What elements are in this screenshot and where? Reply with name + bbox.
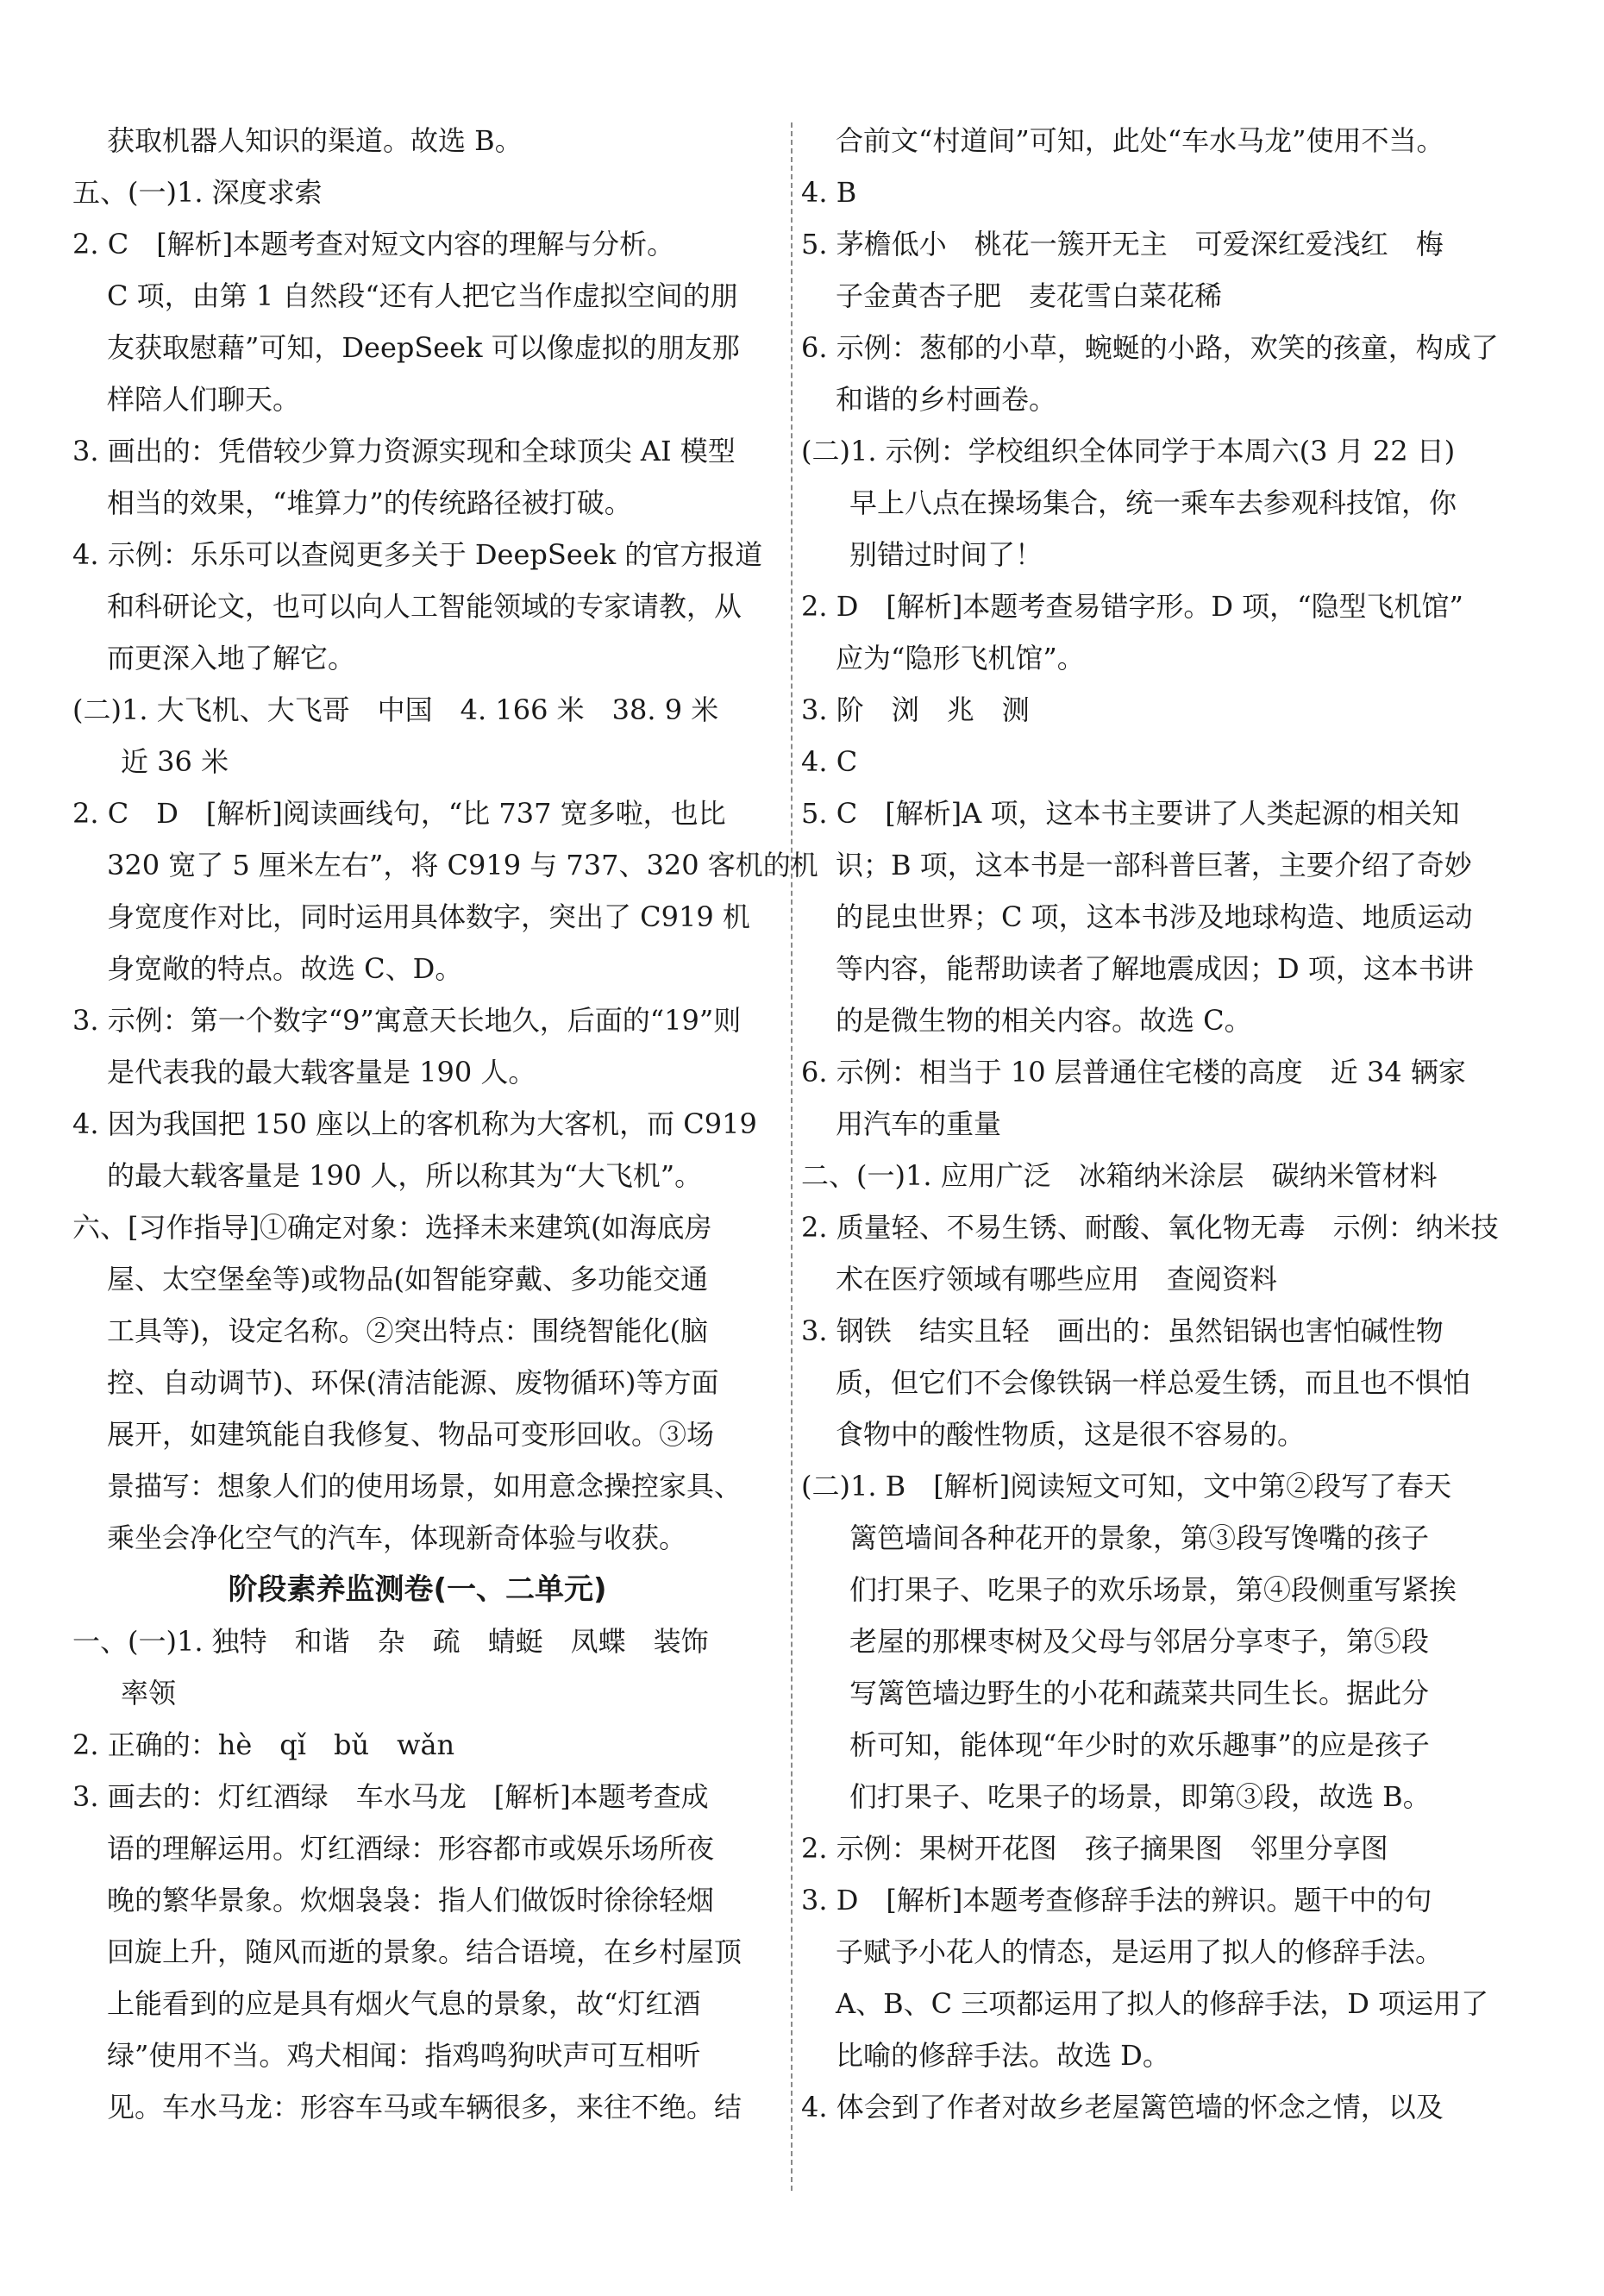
text-line: 六、[习作指导]①确定对象：选择未来建筑(如海底房 bbox=[72, 1211, 712, 1244]
text-line: 率领 bbox=[121, 1677, 177, 1709]
text-line: 绿”使用不当。鸡犬相闻：指鸡鸣狗吠声可互相听 bbox=[107, 2039, 701, 2072]
text-line: 等内容，能帮助读者了解地震成因；D 项，这本书讲 bbox=[836, 952, 1474, 985]
text-line: 晚的繁华景象。炊烟袅袅：指人们做饭时徐徐轻烟 bbox=[107, 1884, 715, 1916]
section-title: 阶段素养监测卷(一、二单元) bbox=[228, 1572, 607, 1607]
text-line: 3. 画去的：灯红酒绿 车水马龙 [解析]本题考查成 bbox=[72, 1780, 709, 1813]
text-line: 身宽度作对比，同时运用具体数字，突出了 C919 机 bbox=[107, 900, 750, 933]
text-line: 的最大载客量是 190 人，所以称其为“大飞机”。 bbox=[107, 1159, 703, 1192]
text-line: 身宽敞的特点。故选 C、D。 bbox=[107, 952, 463, 985]
right-column bbox=[801, 115, 1515, 2133]
text-line: 的是微生物的相关内容。故选 C。 bbox=[836, 1004, 1252, 1037]
text-line: 3. D [解析]本题考查修辞手法的辨识。题干中的句 bbox=[801, 1884, 1432, 1916]
left-column bbox=[72, 115, 818, 2133]
text-line: 早上八点在操场集合，统一乘车去参观科技馆，你 bbox=[849, 486, 1457, 519]
text-line: 控、自动调节)、环保(清洁能源、废物循环)等方面 bbox=[107, 1366, 719, 1399]
text-line: 语的理解运用。灯红酒绿：形容都市或娱乐场所夜 bbox=[107, 1832, 715, 1865]
text-line: 屋、太空堡垒等)或物品(如智能穿戴、多功能交通 bbox=[107, 1263, 708, 1295]
text-line: 获取机器人知识的渠道。故选 B。 bbox=[107, 124, 523, 157]
text-line: 3. 画出的：凭借较少算力资源实现和全球顶尖 AI 模型 bbox=[72, 435, 736, 467]
text-line: 友获取慰藉”可知，DeepSeek 可以像虚拟的朋友那 bbox=[107, 331, 740, 364]
text-line: (二)1. B [解析]阅读短文可知，文中第②段写了春天 bbox=[801, 1470, 1452, 1502]
text-line: 展开，如建筑能自我修复、物品可变形回收。③场 bbox=[107, 1418, 715, 1451]
text-line: 近 36 米 bbox=[121, 745, 229, 778]
text-line: 子赋予小花人的情态，是运用了拟人的修辞手法。 bbox=[836, 1935, 1444, 1968]
column-divider bbox=[791, 122, 793, 2191]
text-line: 是代表我的最大载客量是 190 人。 bbox=[107, 1056, 536, 1088]
text-line: C 项，由第 1 自然段“还有人把它当作虚拟空间的朋 bbox=[107, 279, 738, 312]
text-line: 5. C [解析]A 项，这本书主要讲了人类起源的相关知 bbox=[801, 797, 1460, 830]
text-line: (二)1. 大飞机、大飞哥 中国 4. 166 米 38. 9 米 bbox=[72, 693, 719, 726]
text-line: 的昆虫世界；C 项，这本书涉及地球构造、地质运动 bbox=[836, 900, 1473, 933]
text-line: 术在医疗领域有哪些应用 查阅资料 bbox=[836, 1263, 1278, 1295]
text-line: 4. 因为我国把 150 座以上的客机称为大客机，而 C919 bbox=[72, 1107, 757, 1140]
text-line: 4. C bbox=[801, 745, 858, 778]
text-line: 析可知，能体现“年少时的欢乐趣事”的应是孩子 bbox=[849, 1728, 1430, 1761]
text-line: 老屋的那棵枣树及父母与邻居分享枣子，第⑤段 bbox=[849, 1625, 1430, 1658]
text-line: (二)1. 示例：学校组织全体同学于本周六(3 月 22 日) bbox=[801, 435, 1456, 467]
text-line: 2. D [解析]本题考查易错字形。D 项，“隐型飞机馆” bbox=[801, 590, 1463, 623]
text-line: 回旋上升，随风而逝的景象。结合语境，在乡村屋顶 bbox=[107, 1935, 742, 1968]
text-line: 食物中的酸性物质，这是很不容易的。 bbox=[836, 1418, 1306, 1451]
text-line: 应为“隐形飞机馆”。 bbox=[836, 642, 1085, 674]
text-line: 相当的效果，“堆算力”的传统路径被打破。 bbox=[107, 486, 632, 519]
text-line: 一、(一)1. 独特 和谐 杂 疏 蜻蜓 凤蝶 装饰 bbox=[72, 1625, 709, 1658]
text-line: 比喻的修辞手法。故选 D。 bbox=[836, 2039, 1170, 2072]
text-line: 3. 阶 浏 兆 测 bbox=[801, 693, 1030, 726]
text-line: 二、(一)1. 应用广泛 冰箱纳米涂层 碳纳米管材料 bbox=[801, 1159, 1438, 1192]
text-line: 6. 示例：葱郁的小草，蜿蜒的小路，欢笑的孩童，构成了 bbox=[801, 331, 1499, 364]
text-line: 样陪人们聊天。 bbox=[107, 383, 301, 416]
text-line: 上能看到的应是具有烟火气息的景象，故“灯红酒 bbox=[107, 1987, 701, 2020]
text-line: 子金黄杏子肥 麦花雪白菜花稀 bbox=[836, 279, 1223, 312]
text-line: 2. 质量轻、不易生锈、耐酸、氧化物无毒 示例：纳米技 bbox=[801, 1211, 1499, 1244]
text-line: 2. C [解析]本题考查对短文内容的理解与分析。 bbox=[72, 228, 675, 260]
text-line: 用汽车的重量 bbox=[836, 1107, 1002, 1140]
text-line: 写篱笆墙边野生的小花和蔬菜共同生长。据此分 bbox=[849, 1677, 1430, 1709]
text-line: 4. 示例：乐乐可以查阅更多关于 DeepSeek 的官方报道 bbox=[72, 538, 763, 571]
text-line: 篱笆墙间各种花开的景象，第③段写馋嘴的孩子 bbox=[849, 1521, 1430, 1554]
text-line: 景描写：想象人们的使用场景，如用意念操控家具、 bbox=[107, 1470, 742, 1502]
text-line: 和科研论文，也可以向人工智能领域的专家请教，从 bbox=[107, 590, 742, 623]
text-line: 们打果子、吃果子的欢乐场景，第④段侧重写紧挨 bbox=[849, 1573, 1457, 1606]
text-line: 2. 正确的：hè qǐ bǔ wǎn bbox=[72, 1728, 455, 1761]
text-line: 4. B bbox=[801, 176, 857, 209]
text-line: 3. 钢铁 结实且轻 画出的：虽然铝锅也害怕碱性物 bbox=[801, 1314, 1444, 1347]
text-line: 3. 示例：第一个数字“9”寓意天长地久，后面的“19”则 bbox=[72, 1004, 742, 1037]
text-line: 320 宽了 5 厘米左右”，将 C919 与 737、320 客机的机 bbox=[107, 849, 818, 881]
text-line: 工具等)，设定名称。②突出特点：围绕智能化(脑 bbox=[107, 1314, 708, 1347]
text-line: 和谐的乡村画卷。 bbox=[836, 383, 1057, 416]
text-line: 五、(一)1. 深度求索 bbox=[72, 176, 323, 209]
text-line: 别错过时间了！ bbox=[849, 538, 1043, 571]
text-line: 质，但它们不会像铁锅一样总爱生锈，而且也不惧怕 bbox=[836, 1366, 1471, 1399]
text-line: 合前文“村道间”可知，此处“车水马龙”使用不当。 bbox=[836, 124, 1444, 157]
text-line: 4. 体会到了作者对故乡老屋篱笆墙的怀念之情，以及 bbox=[801, 2091, 1444, 2123]
text-line: A、B、C 三项都运用了拟人的修辞手法，D 项运用了 bbox=[836, 1987, 1489, 2020]
text-line: 见。车水马龙：形容车马或车辆很多，来往不绝。结 bbox=[107, 2091, 742, 2123]
text-line: 5. 茅檐低小 桃花一簇开无主 可爱深红爱浅红 梅 bbox=[801, 228, 1444, 260]
text-line: 们打果子、吃果子的场景，即第③段，故选 B。 bbox=[849, 1780, 1431, 1813]
text-line: 而更深入地了解它。 bbox=[107, 642, 356, 674]
text-line: 识；B 项，这本书是一部科普巨著，主要介绍了奇妙 bbox=[836, 849, 1472, 881]
text-line: 2. 示例：果树开花图 孩子摘果图 邻里分享图 bbox=[801, 1832, 1388, 1865]
text-line: 乘坐会净化空气的汽车，体现新奇体验与收获。 bbox=[107, 1521, 687, 1554]
text-line: 2. C D [解析]阅读画线句，“比 737 宽多啦，也比 bbox=[72, 797, 726, 830]
text-line: 6. 示例：相当于 10 层普通住宅楼的高度 近 34 辆家 bbox=[801, 1056, 1466, 1088]
